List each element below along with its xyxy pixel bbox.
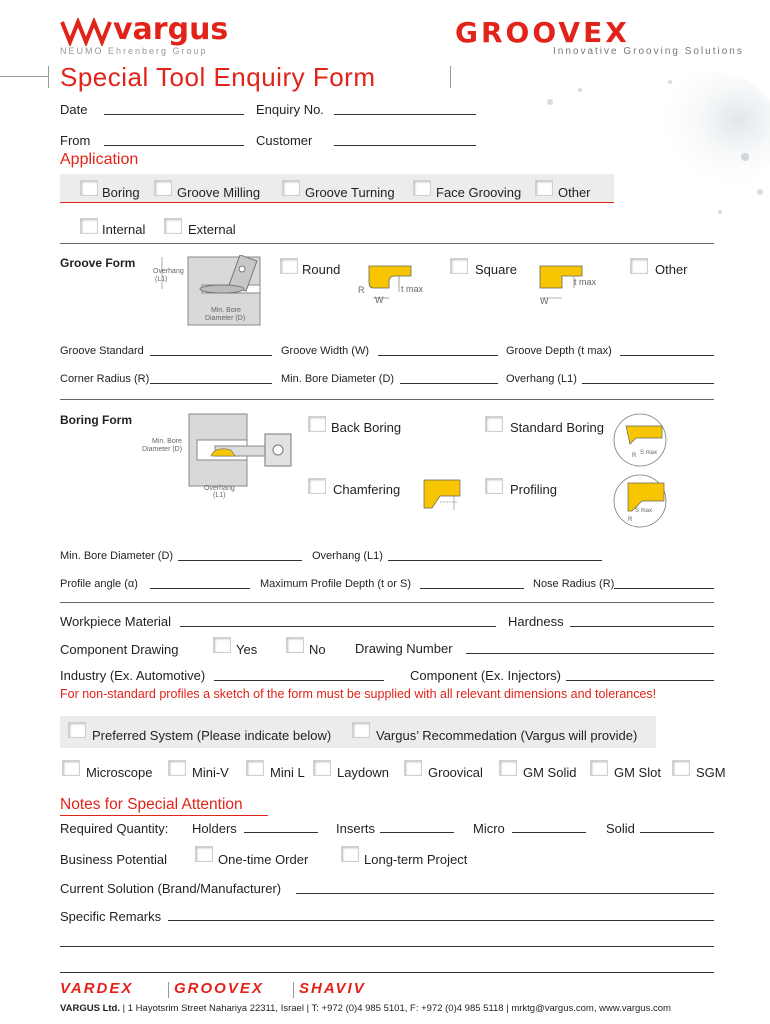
divider-3 — [60, 602, 714, 603]
date-label: Date — [60, 102, 88, 117]
boring-min-bore-field[interactable] — [178, 560, 302, 561]
divider-1 — [60, 243, 714, 244]
groove-min-bore-d: Diameter (D) — [205, 315, 246, 322]
microscope-label: Microscope — [86, 765, 153, 780]
micro-label: Micro — [473, 821, 505, 836]
groove-standard-label: Groove Standard — [60, 345, 144, 357]
groove-standard-field[interactable] — [150, 355, 272, 356]
remarks-line-3[interactable] — [60, 972, 714, 973]
workpiece-material-label: Workpiece Material — [60, 614, 172, 629]
boring-checkbox[interactable] — [80, 180, 98, 196]
boring-min-bore-field-label: Min. Bore Diameter (D) — [60, 550, 174, 562]
max-profile-depth-field[interactable] — [420, 588, 524, 589]
internal-checkbox[interactable] — [80, 218, 98, 234]
drawing-number-field[interactable] — [466, 653, 714, 654]
one-time-order-label: One-time Order — [218, 852, 309, 867]
round-t-max-label: t max — [401, 284, 424, 294]
inserts-label: Inserts — [336, 821, 376, 836]
micro-field[interactable] — [512, 832, 586, 833]
current-solution-label: Current Solution (Brand/Manufacturer) — [60, 881, 282, 896]
vargus-recommendation-label: Vargus’ Recommedation (Vargus will provide) — [376, 728, 638, 743]
groovex-logo: GROOVEX — [455, 16, 630, 49]
solid-field[interactable] — [640, 832, 714, 833]
groovical-label: Groovical — [428, 765, 483, 780]
nose-radius-field[interactable] — [614, 588, 714, 589]
mini-v-checkbox[interactable] — [168, 760, 186, 776]
groove-turning-label: Groove Turning — [305, 185, 395, 200]
groove-min-bore-field-label: Min. Bore Diameter (D) — [281, 373, 395, 385]
chamfering-diagram — [410, 474, 466, 520]
footer-email-web[interactable]: mrktg@vargus.com, www.vargus.com — [511, 1003, 671, 1014]
preferred-system-label: Preferred System (Please indicate below) — [92, 728, 332, 743]
footer-sep-b: | — [306, 1003, 312, 1014]
enquiry-no-label: Enquiry No. — [256, 102, 324, 117]
customer-label: Customer — [256, 133, 313, 148]
footer-phone: T: +972 (0)4 985 5101, F: +972 (0)4 985 5118 — [311, 1003, 504, 1014]
footer-sep-c: | — [506, 1003, 512, 1014]
laydown-checkbox[interactable] — [313, 760, 331, 776]
enquiry-no-field[interactable] — [334, 114, 476, 115]
vargus-recommendation-checkbox[interactable] — [352, 722, 370, 738]
profiling-label: Profiling — [510, 482, 557, 497]
groove-form-heading: Groove Form — [60, 256, 136, 270]
gm-slot-label: GM Slot — [614, 765, 661, 780]
preferred-system-checkbox[interactable] — [68, 722, 86, 738]
gm-slot-checkbox[interactable] — [590, 760, 608, 776]
footer-company: VARGUS Ltd. — [60, 1003, 120, 1014]
other-groove-label: Other — [655, 262, 688, 277]
business-potential-label: Business Potential — [60, 852, 167, 867]
mini-v-label: Mini-V — [192, 765, 229, 780]
groove-overhang-field[interactable] — [582, 383, 714, 384]
profiling-diagram — [612, 473, 668, 529]
footer-brand-shaviv: SHAVIV — [299, 980, 366, 997]
footer-brand-vardex: VARDEX — [60, 980, 134, 997]
prof-s-label: S max — [635, 508, 653, 514]
prof-r-label: R — [628, 517, 633, 523]
industry-field[interactable] — [214, 680, 384, 681]
sgm-checkbox[interactable] — [672, 760, 690, 776]
standard-boring-diagram — [612, 412, 668, 468]
component-label: Component (Ex. Injectors) — [410, 668, 562, 683]
square-t-max-label: t max — [574, 277, 597, 287]
nose-radius-label: Nose Radius (R) — [533, 578, 615, 590]
profile-angle-field[interactable] — [150, 588, 250, 589]
other-groove-checkbox[interactable] — [630, 258, 648, 274]
boring-min-bore-label: Min. Bore — [152, 438, 182, 445]
application-heading: Application — [60, 151, 139, 168]
customer-field[interactable] — [334, 145, 476, 146]
laydown-label: Laydown — [337, 765, 390, 780]
date-field[interactable] — [104, 114, 244, 115]
long-term-project-checkbox[interactable] — [341, 846, 359, 862]
chamfering-label: Chamfering — [333, 482, 401, 497]
internal-label: Internal — [102, 222, 146, 237]
microscope-checkbox[interactable] — [62, 760, 80, 776]
footer-brand-sep-2 — [293, 982, 294, 998]
profile-angle-label: Profile angle (α) — [60, 578, 138, 590]
std-boring-r-label: R — [632, 453, 637, 459]
page-title: Special Tool Enquiry Form — [60, 62, 376, 92]
vargus-tagline: NEUMO Ehrenberg Group — [60, 46, 208, 56]
required-quantity-label: Required Quantity: — [60, 821, 169, 836]
back-boring-label: Back Boring — [331, 420, 402, 435]
gm-solid-label: GM Solid — [523, 765, 577, 780]
square-label: Square — [475, 262, 517, 277]
standard-boring-label: Standard Boring — [510, 420, 604, 435]
inserts-field[interactable] — [380, 832, 454, 833]
drawing-no-label: No — [309, 642, 326, 657]
footer-brand-groovex: GROOVEX — [174, 980, 264, 997]
face-grooving-label: Face Grooving — [436, 185, 522, 200]
boring-overhang-field[interactable] — [388, 560, 602, 561]
round-w-label: W — [375, 295, 384, 305]
solid-label: Solid — [606, 821, 635, 836]
boring-label: Boring — [102, 185, 140, 200]
corner-radius-label: Corner Radius (R) — [60, 373, 150, 385]
non-standard-note: For non-standard profiles a sketch of the form must be supplied with all relevant dimensions and tolerances! — [60, 687, 657, 701]
round-label: Round — [302, 262, 341, 277]
groove-depth-field[interactable] — [620, 355, 714, 356]
component-drawing-label: Component Drawing — [60, 642, 179, 657]
groove-overhang-field-label: Overhang (L1) — [506, 373, 577, 385]
splash-decoration — [520, 62, 770, 232]
footer-brand-sep-1 — [168, 982, 169, 998]
footer-contact-line — [60, 1003, 671, 1014]
max-profile-depth-label: Maximum Profile Depth (t or S) — [260, 578, 411, 590]
drawing-yes-label: Yes — [236, 642, 258, 657]
groove-min-bore-label: Min. Bore — [211, 307, 241, 314]
footer-address: 1 Hayotsrim Street Nahariya 22311, Israel — [127, 1003, 304, 1014]
header-left-tick — [48, 66, 49, 88]
mini-l-label: Mini L — [270, 765, 305, 780]
groove-turning-checkbox[interactable] — [282, 180, 300, 196]
back-boring-checkbox[interactable] — [308, 416, 326, 432]
mini-l-checkbox[interactable] — [246, 760, 264, 776]
boring-overhang-label: Overhang — [204, 485, 235, 492]
industry-label: Industry (Ex. Automotive) — [60, 668, 206, 683]
hardness-label: Hardness — [508, 614, 564, 629]
component-field[interactable] — [566, 680, 714, 681]
groove-overhang-label: Overhang — [153, 268, 184, 275]
groove-milling-checkbox[interactable] — [154, 180, 172, 196]
groove-min-bore-field[interactable] — [400, 383, 498, 384]
round-checkbox[interactable] — [280, 258, 298, 274]
groovical-checkbox[interactable] — [404, 760, 422, 776]
specific-remarks-field[interactable] — [168, 920, 714, 921]
footer-sep-a: | — [122, 1003, 128, 1014]
drawing-no-checkbox[interactable] — [286, 637, 304, 653]
divider-2 — [60, 399, 714, 400]
corner-radius-field[interactable] — [150, 383, 272, 384]
groove-width-field[interactable] — [378, 355, 498, 356]
groove-milling-label: Groove Milling — [177, 185, 261, 200]
other-application-checkbox[interactable] — [535, 180, 553, 196]
boring-min-bore-d: Diameter (D) — [142, 446, 183, 453]
header-left-rule — [0, 76, 48, 77]
gm-solid-checkbox[interactable] — [499, 760, 517, 776]
current-solution-field[interactable] — [296, 893, 714, 894]
vargus-logo: vargus — [113, 12, 229, 47]
other-application-label: Other — [558, 185, 591, 200]
round-groove-diagram — [355, 258, 435, 304]
face-grooving-checkbox[interactable] — [413, 180, 431, 196]
long-term-project-label: Long-term Project — [364, 852, 468, 867]
hardness-field[interactable] — [570, 626, 714, 627]
specific-remarks-label: Specific Remarks — [60, 909, 162, 924]
round-r-label: R — [358, 285, 365, 295]
remarks-line-2[interactable] — [60, 946, 714, 947]
profiling-checkbox[interactable] — [485, 478, 503, 494]
chamfering-checkbox[interactable] — [308, 478, 326, 494]
square-w-label: W — [540, 296, 549, 306]
boring-overhang-l1: (L1) — [213, 492, 226, 499]
groove-overhang-l1: (L1) — [155, 276, 168, 283]
square-checkbox[interactable] — [450, 258, 468, 274]
header-right-tick — [450, 66, 451, 88]
external-label: External — [188, 222, 236, 237]
boring-overhang-field-label: Overhang (L1) — [312, 550, 383, 562]
vargus-logo-mark — [60, 18, 118, 46]
groove-depth-label: Groove Depth (t max) — [506, 345, 612, 357]
from-label: From — [60, 133, 91, 148]
groove-width-label: Groove Width (W) — [281, 345, 370, 357]
boring-form-heading: Boring Form — [60, 413, 132, 427]
holders-field[interactable] — [244, 832, 318, 833]
notes-heading-underline — [60, 815, 268, 816]
groovex-tagline: Innovative Grooving Solutions — [553, 46, 744, 57]
workpiece-material-field[interactable] — [180, 626, 496, 627]
std-boring-s-label: S max — [640, 450, 658, 456]
sgm-label: SGM — [696, 765, 726, 780]
drawing-number-label: Drawing Number — [355, 641, 453, 656]
from-field[interactable] — [104, 145, 244, 146]
standard-boring-checkbox[interactable] — [485, 416, 503, 432]
external-checkbox[interactable] — [164, 218, 182, 234]
boring-form-diagram — [185, 412, 295, 488]
one-time-order-checkbox[interactable] — [195, 846, 213, 862]
notes-heading: Notes for Special Attention — [60, 796, 243, 813]
drawing-yes-checkbox[interactable] — [213, 637, 231, 653]
holders-label: Holders — [192, 821, 237, 836]
